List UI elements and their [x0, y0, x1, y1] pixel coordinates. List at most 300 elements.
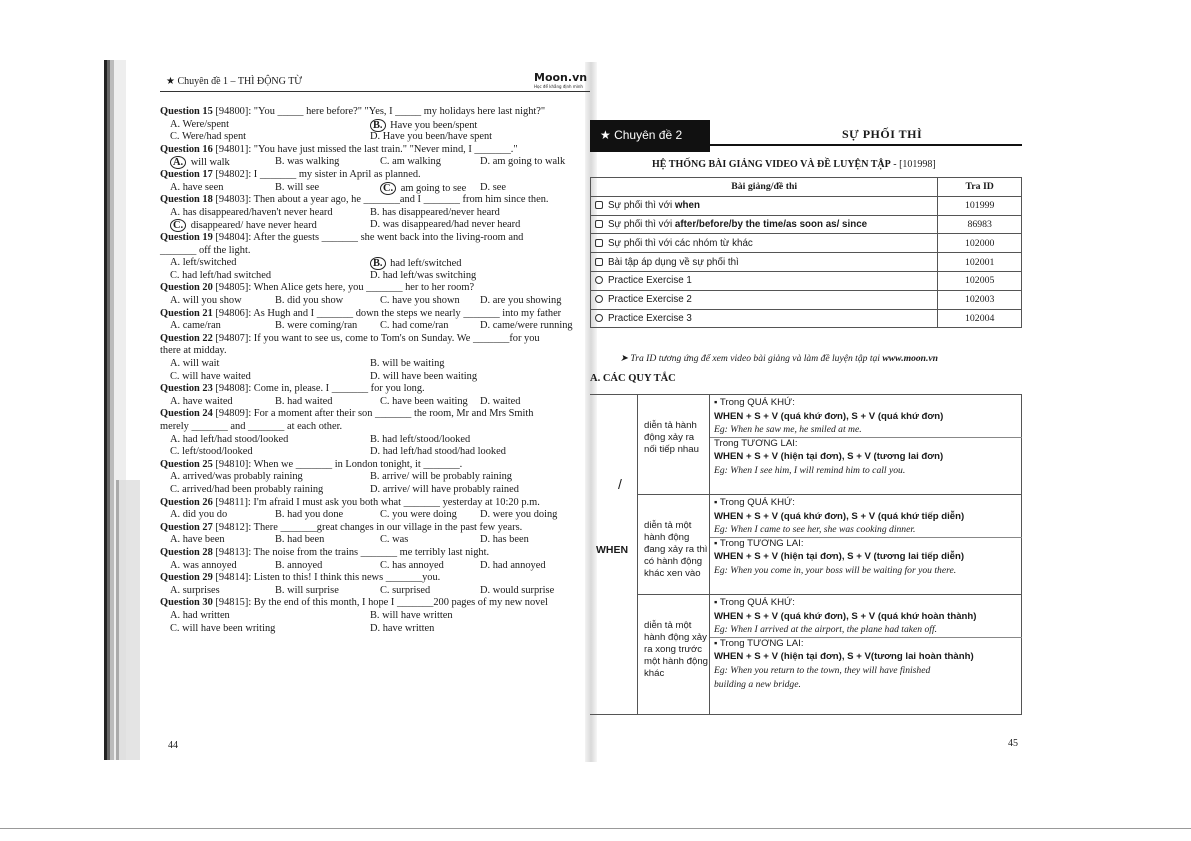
option-letter: A.: [170, 320, 181, 332]
rule-tense-label: ▪ Trong QUÁ KHỨ:: [714, 597, 795, 608]
option-text: see: [492, 181, 506, 193]
option-text: was walking: [287, 156, 340, 168]
question-number: Question 26: [160, 496, 213, 508]
option-d: [370, 484, 519, 496]
option-text: will wait: [182, 358, 220, 369]
option-b: [370, 358, 444, 370]
option-b: [370, 471, 512, 483]
option-a: [170, 358, 219, 370]
option-d: [480, 560, 546, 572]
option-text: arrive/ will have probably rained: [382, 484, 519, 495]
option-letter: B.: [370, 206, 380, 218]
rule-example: Eg: When you come in, your boss will be waiting for you there.: [714, 565, 957, 576]
option-letter: C.: [170, 219, 186, 232]
video-system-title-text: HỆ THỐNG BÀI GIẢNG VIDEO VÀ ĐỀ LUYỆN TẬP: [652, 159, 891, 170]
rule-example: building a new bridge.: [714, 678, 801, 690]
option-letter: C.: [380, 395, 390, 407]
question-text: [94800]: "You _____ here before?" "Yes, I _____ my holidays here last night?": [212, 106, 546, 117]
option-a: [170, 509, 227, 521]
option-a: [170, 320, 221, 332]
option-letter: D.: [370, 622, 381, 634]
option-text: had come/ran: [392, 320, 449, 332]
option-c: [170, 484, 323, 496]
section-heading: A. CÁC QUY TẮC: [590, 373, 676, 384]
rule-divider: [638, 494, 1022, 495]
question-text: [94802]: I _______ my sister in April as planned.: [212, 169, 421, 180]
video-row[interactable]: [591, 215, 1022, 234]
header-lesson: Bài giảng/đề thi: [591, 178, 938, 197]
video-row[interactable]: [591, 253, 1022, 272]
option-letter: D.: [480, 295, 491, 306]
option-letter: A.: [170, 181, 181, 193]
rule-example: Eg: When he saw me, he smiled at me.: [714, 424, 862, 436]
question-text: [94801]: "You have just missed the last train." "Never mind, I _______.": [212, 143, 518, 155]
option-text: will see: [287, 181, 320, 193]
option-letter: A.: [170, 118, 181, 130]
lookup-note: [620, 353, 938, 364]
rules-body-column: [710, 394, 1022, 714]
option-letter: B.: [275, 584, 285, 596]
option-text: disappeared/ have never heard: [190, 220, 317, 232]
option-text: left/switched: [182, 257, 237, 269]
option-c: [380, 396, 468, 408]
option-letter: B.: [275, 559, 285, 571]
question-number: Question 20: [160, 282, 213, 294]
option-text: has been: [492, 534, 529, 546]
question-text: [94807]: If you want to see us, come to Tom's on Sunday. We _______for you: [212, 332, 540, 344]
brand-slogan: Học để khẳng định mình: [534, 84, 583, 89]
option-letter: C.: [380, 182, 396, 195]
rule-formula: WHEN + S + V (quá khứ đơn), S + V (quá khứ hoàn thành): [714, 610, 977, 622]
option-letter: C.: [380, 295, 390, 306]
option-letter: C.: [380, 320, 390, 332]
rule-tense-label: ▪ Trong QUÁ KHỨ:: [714, 397, 795, 408]
question-text: [94805]: When Alice gets here, you _______ her to her room?: [212, 282, 475, 294]
option-d: [370, 623, 434, 635]
question-25: [160, 459, 590, 471]
option-text: have seen: [182, 181, 224, 193]
question-15: [160, 106, 590, 118]
option-letter: C.: [380, 509, 390, 521]
option-text: had left/was switching: [382, 269, 477, 281]
option-letter: C.: [380, 584, 390, 596]
option-letter: D.: [370, 269, 381, 281]
option-text: were coming/ran: [287, 320, 358, 332]
option-c: [170, 270, 271, 282]
video-id: 102005: [938, 271, 1022, 290]
option-text: will you show: [182, 295, 242, 306]
option-c: [170, 446, 253, 458]
question-number: Question 25: [160, 458, 213, 470]
option-a: [170, 182, 223, 194]
option-d: [480, 509, 557, 521]
option-text: had been: [287, 534, 325, 546]
option-text: has disappeared/haven't never heard: [182, 206, 333, 218]
option-text: will have written: [382, 610, 453, 621]
option-text: would surprise: [492, 584, 555, 596]
question-number: Question 18: [160, 194, 213, 206]
option-a: [170, 156, 230, 169]
option-c: [380, 182, 466, 195]
option-d: [370, 219, 520, 231]
option-letter: D.: [480, 534, 491, 546]
lookup-note-text: ➤ Tra ID tương ứng để xem video bài giảng và làm đề luyện tập tại: [620, 353, 883, 364]
option-text: surprises: [182, 584, 220, 596]
rule-formula: WHEN + S + V (hiện tại đơn), S + V (tương lai tiếp diễn): [714, 551, 965, 563]
option-letter: B.: [370, 610, 380, 621]
clock-icon: [595, 314, 603, 322]
option-letter: A.: [170, 534, 181, 546]
question-text: [94814]: Listen to this! I think this news _______you.: [212, 572, 441, 584]
video-icon: [595, 239, 603, 247]
option-d: [370, 270, 476, 282]
rule-formula: WHEN + S + V (quá khứ đơn), S + V (quá khứ tiếp diễn): [714, 510, 965, 522]
question-28: [160, 547, 590, 559]
option-text: have written: [382, 622, 435, 634]
option-text: will have been writing: [182, 622, 276, 634]
option-d: [370, 371, 477, 383]
option-letter: A.: [170, 559, 181, 571]
video-title: [591, 309, 938, 328]
option-text: will surprise: [287, 584, 339, 596]
option-letter: C.: [380, 156, 390, 168]
video-icon: [595, 258, 603, 266]
question-27: [160, 522, 590, 534]
option-letter: A.: [170, 433, 181, 445]
option-letter: A.: [170, 584, 181, 596]
left-page-number: 44: [168, 740, 178, 751]
video-id: 102001: [938, 253, 1022, 272]
option-letter: B.: [275, 395, 285, 407]
video-icon: [595, 220, 603, 228]
option-letter: D.: [480, 320, 491, 332]
video-row[interactable]: [591, 309, 1022, 328]
option-letter: B.: [275, 534, 285, 546]
option-letter: A.: [170, 610, 181, 621]
scan-edge-shadow: [116, 480, 140, 760]
option-letter: D.: [370, 446, 381, 458]
question-21: [160, 308, 590, 320]
option-letter: B.: [370, 119, 386, 132]
option-c: [380, 320, 448, 332]
rule-category: diễn tả hành động xảy ra nối tiếp nhau: [644, 420, 699, 455]
option-a: [170, 610, 230, 622]
option-text: had left/stood/looked: [382, 433, 471, 445]
option-text: am going to see: [400, 182, 467, 194]
option-c: [380, 295, 460, 307]
rule-tense-label: ▪ Trong QUÁ KHỨ:: [714, 497, 795, 508]
option-d: [370, 446, 506, 458]
option-letter: D.: [480, 181, 491, 193]
option-b: [370, 610, 453, 622]
question-24: [160, 408, 590, 420]
option-letter: B.: [275, 320, 285, 332]
option-letter: C.: [170, 622, 180, 634]
video-id: 102004: [938, 309, 1022, 328]
video-title: [591, 215, 938, 234]
option-text: had waited: [287, 395, 333, 407]
option-text: will have waited: [182, 370, 251, 382]
clock-icon: [595, 295, 603, 303]
option-c: [170, 623, 275, 635]
question-text: [94804]: After the guests _______ she went back into the living-room and: [212, 232, 524, 243]
question-number: Question 22: [160, 332, 213, 344]
option-text: annoyed: [287, 559, 323, 571]
option-letter: D.: [480, 509, 491, 521]
option-letter: C.: [170, 484, 180, 495]
option-letter: A.: [170, 471, 181, 483]
option-d: [480, 182, 506, 194]
question-continuation: _______ off the light.: [160, 244, 251, 256]
option-d: [480, 585, 554, 597]
option-text: arrived/had been probably raining: [182, 484, 324, 495]
chapter-banner: [590, 120, 1022, 152]
rules-table: [590, 394, 1022, 714]
option-c: [380, 156, 441, 168]
option-letter: A.: [170, 156, 186, 169]
option-text: was disappeared/had never heard: [382, 219, 521, 231]
left-page-header: [160, 70, 590, 92]
question-18: [160, 194, 590, 206]
option-letter: C.: [170, 131, 180, 143]
option-letter: A.: [170, 395, 181, 407]
option-text: Have you been/spent: [390, 119, 478, 131]
option-letter: B.: [275, 156, 285, 168]
question-continuation: merely _______ and _______ at each other.: [160, 421, 343, 432]
video-title: [591, 271, 938, 290]
option-a: [170, 585, 220, 597]
video-title-text: Sự phối thì với: [608, 218, 675, 230]
option-text: will have been waiting: [382, 370, 478, 382]
option-text: had left/switched: [390, 258, 462, 270]
option-text: had annoyed: [492, 559, 546, 571]
rule-formula: WHEN + S + V (hiện tại đơn), S + V(tương lai hoàn thành): [714, 651, 974, 663]
option-b: [275, 156, 339, 168]
video-title: [591, 253, 938, 272]
option-text: was: [392, 534, 409, 546]
option-letter: B.: [370, 471, 380, 483]
video-row[interactable]: [591, 271, 1022, 290]
question-22: [160, 333, 590, 345]
option-text: has disappeared/never heard: [382, 206, 500, 218]
option-b: [275, 182, 319, 194]
option-text: did you do: [182, 509, 228, 521]
rule-formula: WHEN + S + V (hiện tại đơn), S + V (tương lai đơn): [714, 451, 944, 463]
option-letter: A.: [170, 257, 181, 269]
video-id: 102000: [938, 234, 1022, 253]
video-title: [591, 290, 938, 309]
video-system-title: [652, 159, 936, 170]
option-a: [170, 295, 242, 307]
rule-example: Eg: When I see him, I will remind him to call you.: [714, 465, 906, 476]
option-letter: B.: [370, 257, 386, 270]
option-a: [170, 396, 233, 408]
option-text: am going to walk: [492, 156, 566, 168]
option-text: were you doing: [492, 509, 558, 521]
option-a: [170, 534, 225, 546]
option-d: [480, 295, 561, 307]
option-text: surprised: [392, 584, 431, 596]
option-letter: D.: [370, 370, 381, 382]
option-a: [170, 207, 333, 219]
rule-example: Eg: When I came to see her, she was cooking dinner.: [714, 524, 916, 536]
option-a: [170, 471, 303, 483]
option-text: have waited: [182, 395, 233, 407]
option-c: [170, 131, 246, 143]
chapter-label: ★ Chuyên đề 2: [590, 120, 710, 152]
header-id: Tra ID: [938, 178, 1022, 197]
right-page: [590, 70, 1030, 760]
option-d: [480, 320, 573, 332]
option-text: came/were running: [492, 320, 573, 332]
option-c: [380, 534, 408, 546]
rule-formula: WHEN + S + V (quá khứ đơn), S + V (quá khứ đơn): [714, 410, 944, 422]
bottom-rule: [0, 828, 1191, 829]
tense-divider: [710, 537, 1022, 538]
video-id: 86983: [938, 215, 1022, 234]
question-text: [94815]: By the end of this month, I hope I _______200 pages of my new novel: [212, 597, 548, 609]
moon-link[interactable]: www.moon.vn: [882, 353, 938, 364]
video-id: 101999: [938, 196, 1022, 215]
video-id: 102003: [938, 290, 1022, 309]
video-title-text: Bài tập áp dụng về sự phối thì: [608, 256, 739, 268]
option-letter: A.: [170, 509, 181, 521]
option-c: [380, 560, 444, 572]
option-text: you were doing: [392, 509, 457, 521]
option-c: [380, 585, 430, 597]
option-b: [275, 560, 322, 572]
option-letter: D.: [370, 219, 381, 231]
rule-tense-label: ▪ Trong TƯƠNG LAI:: [714, 637, 804, 649]
question-text: [94803]: Then about a year ago, he _______and I _______ from him since then.: [212, 194, 549, 206]
question-number: Question 21: [160, 307, 213, 319]
question-number: Question 24: [160, 408, 213, 420]
option-b: [275, 585, 339, 597]
option-c: [170, 219, 317, 232]
question-number: Question 29: [160, 572, 213, 584]
category-column: [638, 394, 710, 714]
option-b: [275, 295, 343, 307]
rule-category: diễn tả một hành động xảy ra xong trước một hành động khác: [644, 620, 709, 679]
video-icon: [595, 201, 603, 209]
option-letter: C.: [170, 370, 180, 382]
chapter-heading: SỰ PHỐI THÌ: [842, 127, 923, 141]
video-row[interactable]: [591, 290, 1022, 309]
option-letter: D.: [480, 395, 491, 407]
question-text: [94810]: When we _______ in London tonight, it _______.: [212, 458, 463, 470]
video-title: [591, 234, 938, 253]
question-19: [160, 232, 590, 244]
option-text: left/stood/looked: [182, 446, 253, 458]
option-text: had written: [182, 610, 230, 621]
option-letter: A.: [170, 295, 181, 306]
banner-rule: [710, 144, 1022, 146]
clock-icon: [595, 276, 603, 284]
question-16: [160, 144, 590, 156]
right-page-number: 45: [1008, 738, 1018, 749]
option-text: have you shown: [392, 295, 460, 306]
option-letter: A.: [170, 206, 181, 218]
option-text: had left/had switched: [182, 269, 272, 281]
option-letter: B.: [370, 433, 380, 445]
option-letter: D.: [370, 131, 381, 143]
option-text: waited: [492, 395, 521, 407]
question-29: [160, 572, 590, 584]
option-letter: B.: [275, 509, 285, 521]
option-text: had left/had stood/looked: [182, 433, 289, 445]
option-letter: C.: [170, 446, 180, 458]
question-number: Question 27: [160, 521, 213, 533]
option-letter: D.: [370, 484, 381, 495]
option-letter: B.: [370, 358, 380, 369]
video-title-keyword: after/before/by the time/as soon as/ since: [674, 218, 868, 230]
when-column: [590, 394, 638, 714]
tense-divider: [710, 637, 1022, 638]
rules-bottom-rule: [590, 714, 1022, 715]
option-a: [170, 434, 288, 446]
option-b: [275, 509, 343, 521]
question-number: Question 28: [160, 547, 213, 558]
option-text: am walking: [392, 156, 441, 168]
option-text: has annoyed: [392, 559, 444, 571]
question-text: [94812]: There _______great changes in our village in the past few years.: [212, 521, 523, 533]
question-30: [160, 597, 590, 609]
option-b: [370, 119, 477, 132]
option-c: [170, 371, 251, 383]
video-title-text: Sự phối thì với: [608, 200, 675, 212]
option-b: [275, 320, 357, 332]
option-text: Were/had spent: [181, 131, 247, 143]
option-text: Were/spent: [182, 118, 230, 130]
question-number: Question 16: [160, 143, 213, 155]
option-d: [480, 156, 565, 168]
video-title: [591, 196, 938, 215]
brand-logo: Moon.vn: [534, 71, 588, 84]
chapter-title: ★ Chuyên đề 1 – THÌ ĐỘNG TỪ: [166, 76, 303, 87]
left-page: [160, 70, 590, 760]
option-text: came/ran: [182, 320, 221, 332]
question-number: Question 23: [160, 383, 213, 395]
question-number: Question 15: [160, 106, 213, 117]
question-text: [94806]: As Hugh and I _______ down the steps we nearly _______ into my father: [212, 307, 562, 319]
video-row[interactable]: [591, 234, 1022, 253]
question-continuation: there at midday.: [160, 345, 227, 357]
video-title-text: Sự phối thì với các nhóm từ khác: [608, 237, 753, 249]
option-a: [170, 560, 237, 572]
question-23: [160, 383, 590, 395]
question-text: [94809]: For a moment after their son _______ the room, Mr and Mrs Smith: [212, 408, 534, 420]
when-label: WHEN: [596, 544, 629, 556]
video-title-keyword: when: [674, 200, 700, 212]
video-title-text: Practice Exercise 1: [608, 275, 692, 287]
option-letter: D.: [480, 156, 491, 168]
option-a: [170, 257, 236, 269]
video-row[interactable]: [591, 196, 1022, 215]
rule-example: Eg: When you return to the town, they will have finished: [714, 665, 931, 676]
option-letter: C.: [380, 534, 390, 546]
option-text: arrived/was probably raining: [182, 471, 303, 483]
question-number: Question 30: [160, 597, 213, 609]
video-title-text: Practice Exercise 3: [608, 312, 692, 324]
tense-divider: [710, 437, 1022, 438]
rule-tense-label: Trong TƯƠNG LAI:: [714, 437, 798, 449]
option-text: Have you been/have spent: [382, 131, 493, 143]
question-17: [160, 169, 590, 181]
rule-divider: [638, 594, 1022, 595]
option-letter: C.: [380, 559, 390, 571]
option-text: have been waiting: [392, 395, 468, 407]
question-text: [94813]: The noise from the trains _______ me terribly last night.: [212, 547, 490, 558]
